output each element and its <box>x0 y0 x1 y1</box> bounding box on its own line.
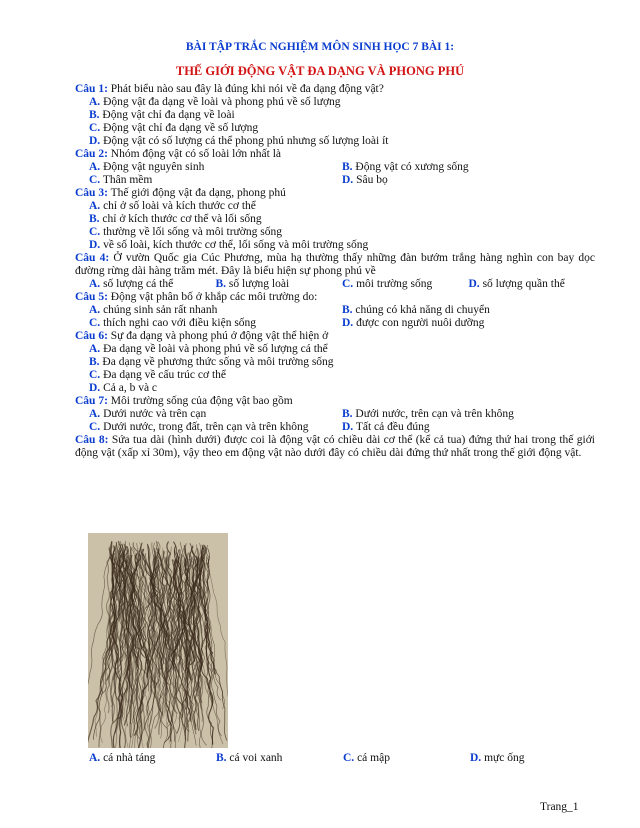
options-row <box>89 317 595 330</box>
option: B. cá voi xanh <box>216 752 283 764</box>
option: A. Đa dạng về loài và phong phú về số lượng cá thể <box>89 343 328 355</box>
option: B. Động vật chỉ đa dạng về loài <box>89 109 235 121</box>
options-row <box>89 421 595 434</box>
question-number: Câu 1: <box>75 83 108 95</box>
options-row <box>89 161 595 174</box>
option: D. Cả a, b và c <box>89 382 158 394</box>
question-7: Câu 7: Môi trường sống của động vật bao gồm <box>75 395 293 407</box>
question-1 <box>75 83 595 96</box>
option: A. cá nhà táng <box>89 752 156 764</box>
questions <box>75 83 595 460</box>
option: D. Tất cả đều đúng <box>342 421 430 433</box>
options-row <box>89 408 595 421</box>
option: C. Thân mềm <box>89 174 153 186</box>
option: A. chúng sinh sản rất nhanh <box>89 304 218 316</box>
options-row <box>89 278 595 291</box>
options-row <box>89 304 595 317</box>
option: B. chúng có khả năng di chuyển <box>342 304 490 316</box>
option: D. về số loài, kích thước cơ thể, lối sống và môi trường sống <box>89 239 369 251</box>
page-number: Trang_1 <box>540 801 579 813</box>
option: A. chỉ ở số loài và kích thước cơ thể <box>89 200 256 212</box>
option: B. số lượng loài <box>215 278 290 290</box>
option: C. thích nghi cao với điều kiện sống <box>89 317 257 329</box>
option: D. số lượng quần thể <box>468 278 565 290</box>
options-row <box>89 752 599 764</box>
option: B. Đa dạng về phương thức sống và môi trường sống <box>89 356 334 368</box>
option: C. Động vật chỉ đa dạng về số lượng <box>89 122 259 134</box>
option: A. Động vật nguyên sinh <box>89 161 205 173</box>
question-text: Phát biểu nào sau đây là đúng khi nói về đa dạng động vật? <box>110 83 384 95</box>
option: C. cá mập <box>343 752 390 764</box>
question-2: Câu 2: Nhóm động vật có số loài lớn nhất là <box>75 148 282 160</box>
option: A. Động vật đa dạng về loài và phong phú về số lượng <box>89 96 341 108</box>
option: B. chỉ ở kích thước cơ thể và lối sống <box>89 213 262 225</box>
option: C. Đa dạng về cấu trúc cơ thể <box>89 369 227 381</box>
option: B. Dưới nước, trên cạn và trên không <box>342 408 514 420</box>
page-subtitle: THẾ GIỚI ĐỘNG VẬT ĐA DẠNG VÀ PHONG PHÚ <box>175 64 465 78</box>
question-6: Câu 6: Sự đa dạng và phong phú ở động vật thể hiện ở <box>75 330 329 342</box>
option: D. mực ống <box>470 752 525 764</box>
option: C. Dưới nước, trong đất, trên cạn và trên không <box>89 421 309 433</box>
question-3: Câu 3: Thế giới động vật đa dạng, phong phú <box>75 187 286 199</box>
option: C. môi trường sống <box>342 278 433 290</box>
question-8: Câu 8: Sứa tua dài (hình dưới) được coi là động vật có chiều dài cơ thể (kể cả tua) đứng thứ hai trong thế giới động vật (xấp xỉ 30m), vậy theo em động vật nào dưới đây có chiều dài đứng thứ nhất trong thế giới động vật. <box>75 434 595 459</box>
option: C. thường về lối sống và môi trường sống <box>89 226 282 238</box>
option: A. số lượng cá thể <box>89 278 174 290</box>
option: D. Sâu bọ <box>342 174 388 186</box>
question-4: Câu 4: Ở vườn Quốc gia Cúc Phương, mùa hạ thường thấy những đàn bướm trắng hàng nghìn con bay dọc đường rừng dài hàng trăm mét. Đây là biểu hiện sự phong phú về <box>75 252 596 277</box>
option: A. Dưới nước và trên cạn <box>89 408 207 420</box>
page-title: BÀI TẬP TRẮC NGHIỆM MÔN SINH HỌC 7 BÀI 1: <box>185 41 455 53</box>
option: D. được con người nuôi dưỡng <box>342 317 485 329</box>
question-5: Câu 5: Động vật phân bố ở khắp các môi trường do: <box>75 291 318 303</box>
option: D. Động vật có số lượng cá thể phong phú nhưng số lượng loài ít <box>89 135 389 147</box>
options-row <box>89 174 595 187</box>
option: B. Động vật có xương sống <box>342 161 469 173</box>
jellyfish-image <box>88 533 228 748</box>
